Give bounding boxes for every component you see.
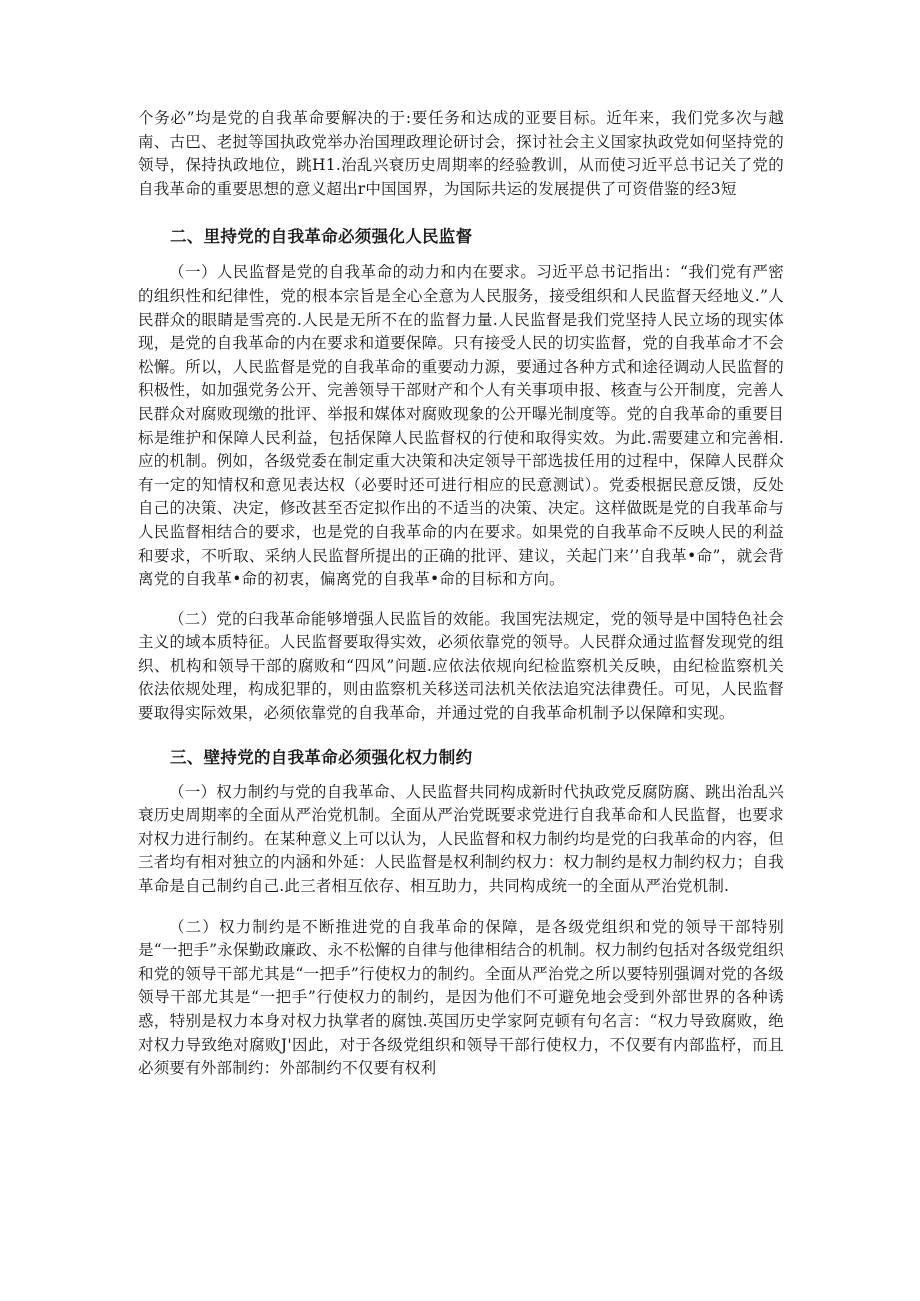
section-3-paragraph-1: （一）权力制约与党的自我革命、人民监督共同构成新时代执政党反腐防腐、跳出治乱兴衰历史周期率的全面从严治党机制。全面从严治党既要求党进行自我革命和人民监督，也要求对权力进行制约。在某种意义上可以认为，人民监督和权力制约均是党的臼我革命的内容，但三者均有相对独立的内涵和外延：人民监督是权利制约权力：权力制约是权力制约权力；自我革命是自己制约自己.此三者相互依存、相互助力，共同构成统一的全面从严治党机制. xyxy=(138,782,784,896)
section-3-heading: 三、壁持党的自我革命必须强化权力制约 xyxy=(170,747,473,767)
section-2-paragraph-1: （一）人民监督是党的自我革命的动力和内在要求。习近平总书记指出：“我们党有严密的组织性和纪律性，党的根本宗旨是全心全意为人民服务，接受组织和人民监督天经地义.”人民群众的眼睛是雪亮的.人民是无所不在的监督力量.人民监督是我们党坚持人民立场的现实体现，是党的自我革命的内在要求和道要保障。只有接受人民的切实监督，党的自我革命才不会松懈。所以，人民监督是党的自我革命的重要动力源，要通过各种方式和途径调动人民监督的积极性，如加强党务公开、完善领导干部财产和个人有关事项申报、核查与公开制度，完善人民群众对腐败现缴的批评、举报和媒体对腐败现象的公开曝光制度等。党的自我革命的重要目标是维护和保障人民利益，包括保障人民监督权的行使和取得实效。为此.需要建立和完善相.应的机制。例如，各级党委在制定重大决策和决定领导干部选拔任用的过程中，保障人民群众有一定的知情权和意见表达权（必要时还可进行相应的民意测试）。党委根据民意反馈，反处自己的决策、决定，修改甚至否定拟作出的不适当的决策、决定。这样做既是党的自我革命与人民监督相结合的要求，也是党的自我革命的内在要求。如果党的自我革命不反映人民的利益和要求，不听取、采纳人民监督所提出的正确的批评、建议，关起门来’’自我革•命”，就会背离党的自我革•命的初衷，偏离党的自我革•命的目标和方向。 xyxy=(138,263,784,589)
section-3-paragraph-2: （二）权力制约是不断推进党的自我革命的保障，是各级党组织和党的领导干部特别是“一把手”永保勤政廉政、永不松懈的自律与他律相结合的机制。权力制约包括对各级党组织和党的领导干部尤其是“一把手”行使权力的制约。全面从严治党之所以要特别强调对党的各级领导干部尤其是“一把手”行使权力的制约，是因为他们不可避免地会受到外部世界的各种诱惑，特别是权力本身对权力执掌者的腐蚀.英国历史学家阿克顿有句名言：“权力导致腐败，绝对权力导致绝对腐败J'因此，对于各级党组织和领导干部行使权力，不仅要有内部监杼，而且必须要有外部制约：外部制约不仅要有权利 xyxy=(138,917,784,1078)
section-2-paragraph-2: （二）党的臼我革命能够增强人民监旨的效能。我国宪法规定，党的领导是中国特色社会主义的域本质特征。人民监督要取得实效，必须依靠党的领导。人民群众通过监督发现党的组织、机构和领导干部的腐败和“四风”问题.应依法依规向纪检监察机关反映，由纪检监察机关依法依规处理，构成犯罪的，则由监察机关移送司法机关依法追究法律费任。可见，人民监督要取得实际效果，必须依靠党的自我革命，并通过党的自我革命机制予以保障和实现。 xyxy=(138,609,784,723)
section-2-heading: 二、里持党的自我革命必须强化人民监督 xyxy=(170,227,473,247)
document-body xyxy=(138,107,784,1081)
intro-paragraph: 个务必”均是党的自我革命要解决的于:要任务和达成的亚要目标。近年来，我们党多次与越南、古巴、老挝等国执政党举办治国理政理论研讨会，探讨社会主义国家执政党如何坚持党的领导，保持执政地位，跳H1.治乱兴衰历史周期率的经验教训，从而使习近平总书记关了党的自我革命的重要思想的意义超出r中国国界，为国际共运的发展提供了可资借鉴的经3短 xyxy=(138,109,784,198)
